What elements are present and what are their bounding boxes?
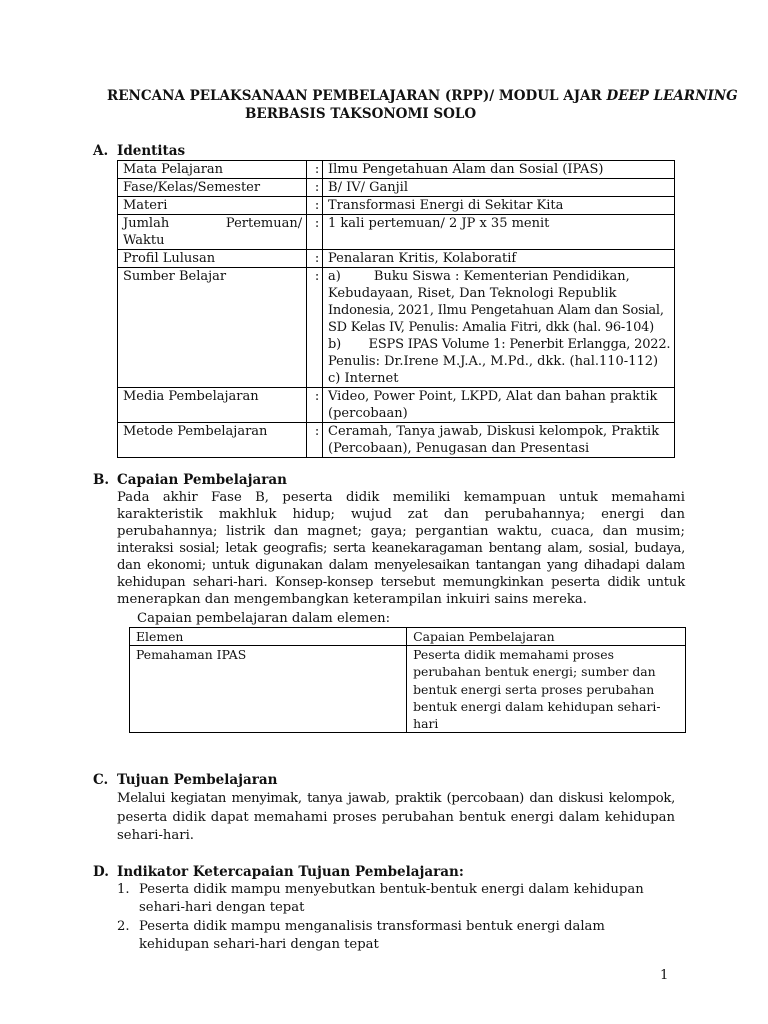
row-colon: : [307,268,323,388]
row-value [323,423,675,458]
section-number: B. [93,472,110,488]
row-value [323,388,675,423]
value-line: b) ESPS IPAS Volume 1: Penerbit Erlangga, 2022. [328,337,671,352]
title-main-text: RENCANA PELAKSANAAN PEMBELAJARAN (RPP)/ MODUL AJAR [107,88,607,104]
row-colon: : [307,250,323,268]
table-row [130,646,686,733]
row-value: B/ IV/ Ganjil [323,179,675,197]
row-value: Ilmu Pengetahuan Alam dan Sosial (IPAS) [323,161,675,179]
row-value: 1 kali pertemuan/ 2 JP x 35 menit [323,215,675,250]
page-number: 1 [660,968,669,983]
section-title: Tujuan Pembelajaran [117,772,278,788]
item-number: 1. [117,882,130,897]
value-line: Indonesia, 2021, Ilmu Pengetahuan Alam dan Sosial, [328,303,664,318]
cell-line: bentuk energi dalam kehidupan sehari- [413,698,661,714]
table-row [118,250,675,268]
element-cell: Pemahaman IPAS [130,646,407,733]
item-text-line: kehidupan sehari-hari dengan tepat [139,937,379,952]
table-row [118,423,675,458]
document-title-line-2: BERBASIS TAKSONOMI SOLO [245,106,477,122]
paragraph-line: Pada akhir Fase B, peserta didik memiliki kemampuan untuk memahami [117,490,685,505]
paragraph-line: peserta didik dapat memahami proses perubahan bentuk energi dalam kehidupan [117,809,675,825]
row-value: Transformasi Energi di Sekitar Kita [323,197,675,215]
title-italic-text: DEEP LEARNING [606,88,738,104]
row-value: Penalaran Kritis, Kolaboratif [323,250,675,268]
value-line: (percobaan) [328,406,408,421]
row-label: Profil Lulusan [118,250,307,268]
document-title-line-1 [107,87,738,105]
table-row [118,268,675,388]
row-label: Fase/Kelas/Semester [118,179,307,197]
table-row [118,161,675,179]
table-header-row [130,628,686,646]
row-colon: : [307,161,323,179]
capaian-table [129,627,686,733]
row-colon: : [307,197,323,215]
value-line: a) Buku Siswa : Kementerian Pendidikan, [328,269,630,284]
row-label: Media Pembelajaran [118,388,307,423]
value-line: Video, Power Point, LKPD, Alat dan bahan praktik [328,389,658,404]
paragraph-line: kehidupan sehari-hari. Konsep-konsep tersebut memungkinkan peserta didik untuk [117,575,685,590]
label-justified-line [123,215,306,232]
item-text-line: Peserta didik mampu menyebutkan bentuk-bentuk energi dalam kehidupan [139,882,644,897]
section-number: C. [93,772,109,788]
value-line: SD Kelas IV, Penulis: Amalia Fitri, dkk (hal. 96-104) [328,320,654,335]
row-label: Sumber Belajar [118,268,307,388]
row-value [323,268,675,388]
paragraph-line: sehari-hari. [117,828,194,843]
row-label: Mata Pelajaran [118,161,307,179]
cell-line: perubahan bentuk energi; sumber dan [413,664,656,680]
row-colon: : [307,179,323,197]
section-a-heading [0,142,768,160]
paragraph-line: perubahannya; listrik dan magnet; gaya; pergantian waktu, cuaca, dan musim; [117,524,685,539]
paragraph-line: interaksi sosial; letak geografis; serta keanekaragaman bentang alam, sosial, budaya, [117,541,685,556]
paragraph-line: karakteristik makhluk hidup; wujud zat dan perubahannya; energi dan [117,507,685,522]
tujuan-paragraph [117,790,675,846]
table-row [118,215,675,250]
row-label [118,215,307,250]
section-c-heading [0,771,768,789]
section-number: D. [93,864,109,880]
cell-line: Peserta didik memahami proses [413,647,614,663]
table-row [118,179,675,197]
column-header: Capaian Pembelajaran [407,628,686,646]
row-colon: : [307,215,323,250]
value-line: c) Internet [328,371,399,386]
section-number: A. [93,143,109,159]
capaian-elemen-label: Capaian pembelajaran dalam elemen: [137,611,391,626]
value-line: Kebudayaan, Riset, Dan Teknologi Republik [328,286,617,301]
value-line: Penulis: Dr.Irene M.J.A., M.Pd., dkk. (hal.110-112) [328,354,659,369]
row-colon: : [307,388,323,423]
section-title: Capaian Pembelajaran [117,472,287,488]
label-word: Pertemuan/ [225,216,303,231]
capaian-cell [407,646,686,733]
item-text-line: sehari-hari dengan tepat [139,900,305,915]
cell-line: hari [413,716,439,732]
row-colon: : [307,423,323,458]
value-line: Ceramah, Tanya jawab, Diskusi kelompok, Praktik [328,424,660,439]
section-b-heading [0,471,768,489]
paragraph-line: Melalui kegiatan menyimak, tanya jawab, praktik (percobaan) dan diskusi kelompok, [117,791,675,806]
capaian-paragraph [117,489,685,608]
paragraph-line: dan ekonomi; untuk digunakan dalam menyelesaikan tantangan yang dihadapi dalam [117,558,685,573]
table-row [118,197,675,215]
table-row [118,388,675,423]
column-header: Elemen [130,628,407,646]
label-line-2: Waktu [123,233,165,248]
item-number: 2. [117,919,130,934]
item-text-line: Peserta didik mampu menganalisis transformasi bentuk energi dalam [139,919,605,934]
section-title: Indikator Ketercapaian Tujuan Pembelajaran: [117,864,464,880]
section-title: Identitas [117,143,186,159]
label-word: Jumlah [123,216,170,231]
row-label: Metode Pembelajaran [118,423,307,458]
identitas-table [117,160,675,458]
indikator-list [0,881,768,961]
section-d-heading [0,863,768,881]
cell-line: bentuk energi serta proses perubahan [413,681,655,697]
value-line: (Percobaan), Penugasan dan Presentasi [328,441,590,456]
paragraph-line: menerapkan dan mengembangkan keterampilan inkuiri sains mereka. [117,592,587,607]
row-label: Materi [118,197,307,215]
